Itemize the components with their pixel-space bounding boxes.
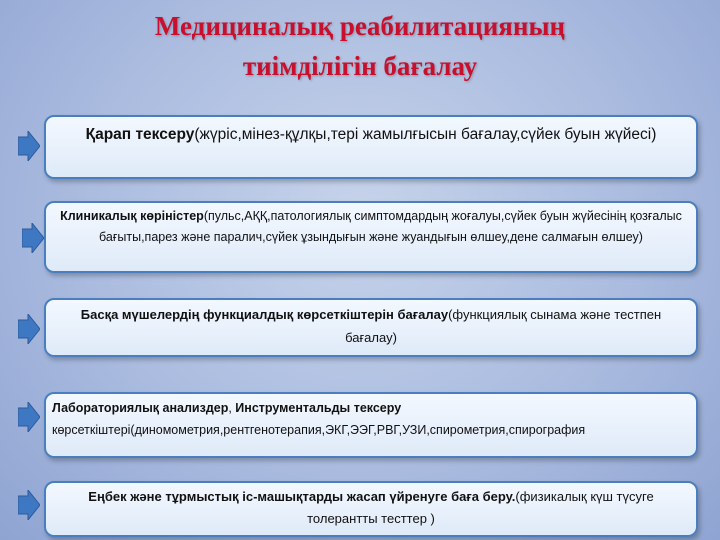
item-heading: Қарап тексеру <box>85 126 195 143</box>
slide-title <box>0 6 720 86</box>
item-heading: Лабораториялық анализдер <box>52 401 229 415</box>
item-box-functional <box>44 298 698 357</box>
item-box-work-skills <box>44 481 698 537</box>
title-line-2: тиімділігін бағалау <box>242 51 478 81</box>
item-box-examination <box>44 115 698 179</box>
arrow-right-icon <box>22 223 44 253</box>
item-heading: Клиникалық көріністер <box>60 209 204 223</box>
item-heading: Басқа мүшелердің функциалдық көрсеткіштерін бағалау <box>80 307 449 322</box>
title-line-1: Медициналық реабилитацияның <box>154 11 566 41</box>
item-box-laboratory <box>44 392 698 458</box>
arrow-right-icon <box>18 314 40 344</box>
item-box-clinical <box>44 201 698 273</box>
item-heading: Еңбек және тұрмыстық іс-машықтарды жасап үйренуге баға беру. <box>88 489 516 504</box>
arrow-right-icon <box>18 490 40 520</box>
item-text: (жүріс,мінез-құлқы,тері жамылғысын бағалау,сүйек буын жүйесі) <box>194 126 657 143</box>
item-text: көрсеткіштері(диномометрия,рентгенотерапия,ЭКГ,ЭЭГ,РВГ,УЗИ,спирометрия,спирография <box>52 423 586 437</box>
item-heading-secondary: Инструментальды тексеру <box>235 401 402 415</box>
arrow-right-icon <box>18 131 40 161</box>
item-text: (физикалық күш түсуге толерантты тесттер ) <box>307 489 654 526</box>
item-text: (пульс,АҚҚ,патологиялық симптомдардың жоғалуы,сүйек буын жүйесінің қозғалыс бағыты,парез және паралич,сүйек ұзындығын және жуандығын өлшеу,дене салмағын өлшеу) <box>99 209 682 244</box>
item-text: (функциялық сынама және тестпен бағалау) <box>345 307 662 345</box>
arrow-right-icon <box>18 402 40 432</box>
item-separator: , <box>228 401 236 415</box>
